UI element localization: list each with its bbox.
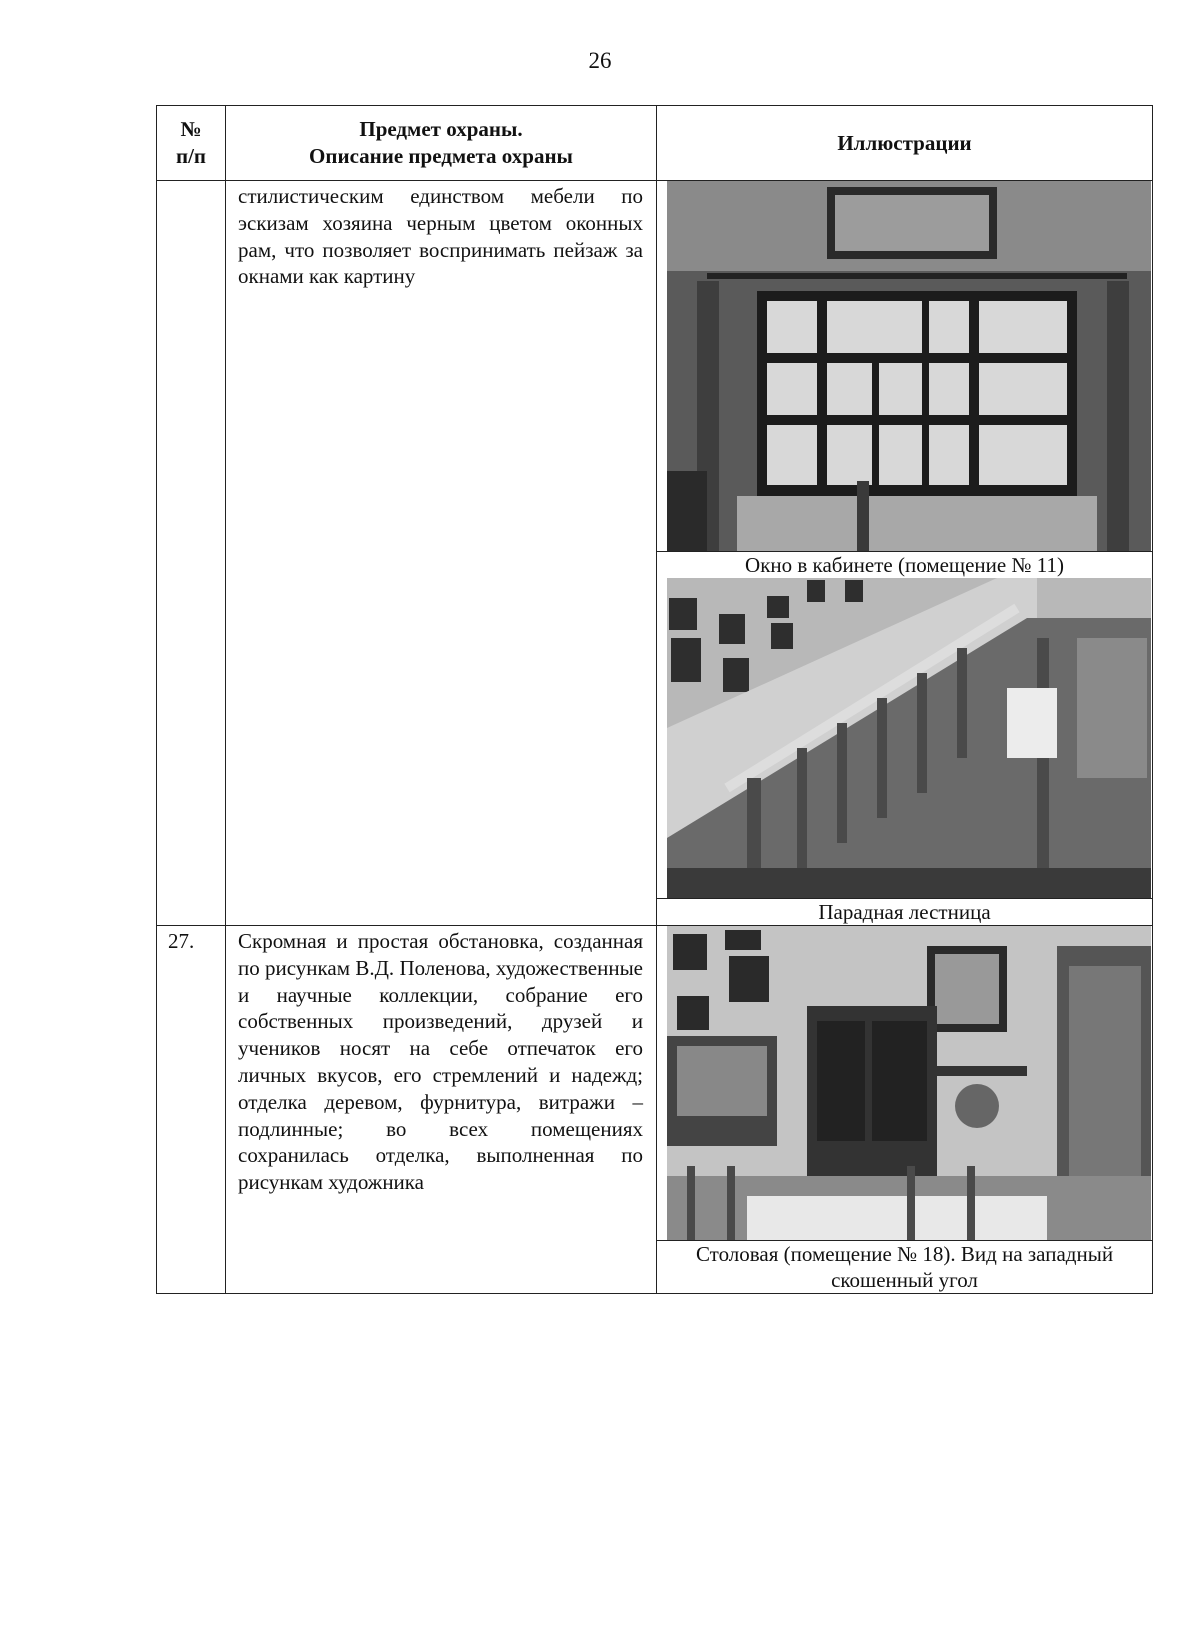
page-number: 26 <box>588 48 612 73</box>
caption-main-staircase: Парадная лестница <box>657 898 1152 925</box>
header-illustrations: Иллюстрации <box>657 106 1153 181</box>
photo-study-window <box>667 181 1151 551</box>
caption-study-window: Окно в кабинете (помещение № 11) <box>657 551 1152 578</box>
row-number <box>157 181 226 926</box>
row-illustrations <box>657 926 1153 1294</box>
row-number: 27. <box>157 926 226 1294</box>
header-number <box>157 106 226 181</box>
row-description: Скромная и простая обстановка, созданная по рисункам В.Д. Поленова, художественные и научные коллекции, собрание его собственных произведений, друзей и учеников носят на себе отпечаток его личных вкусов, его стремлений и надежд; отделка деревом, фурнитура, витражи – подлинные; во всех помещениях сохранилась отделка, выполненная по рисункам художника <box>226 926 657 1294</box>
row-illustrations <box>657 181 1153 926</box>
caption-dining-room: Столовая (помещение № 18). Вид на западный скошенный угол <box>657 1240 1152 1293</box>
header-number-line1: № <box>180 117 202 141</box>
table-row <box>157 181 1153 926</box>
protection-table <box>156 105 1153 1294</box>
photo-main-staircase <box>667 578 1151 898</box>
table-row <box>157 926 1153 1294</box>
table-header-row <box>157 106 1153 181</box>
header-subject-line1: Предмет охраны. <box>359 117 523 141</box>
header-subject <box>226 106 657 181</box>
header-number-line2: п/п <box>175 144 207 168</box>
row-description: стилистическим единством мебели по эскизам хозяина черным цветом оконных рам, что позволяет воспринимать пейзаж за окнами как картину <box>226 181 657 926</box>
photo-dining-room <box>667 926 1151 1240</box>
header-subject-line2: Описание предмета охраны <box>309 144 573 168</box>
